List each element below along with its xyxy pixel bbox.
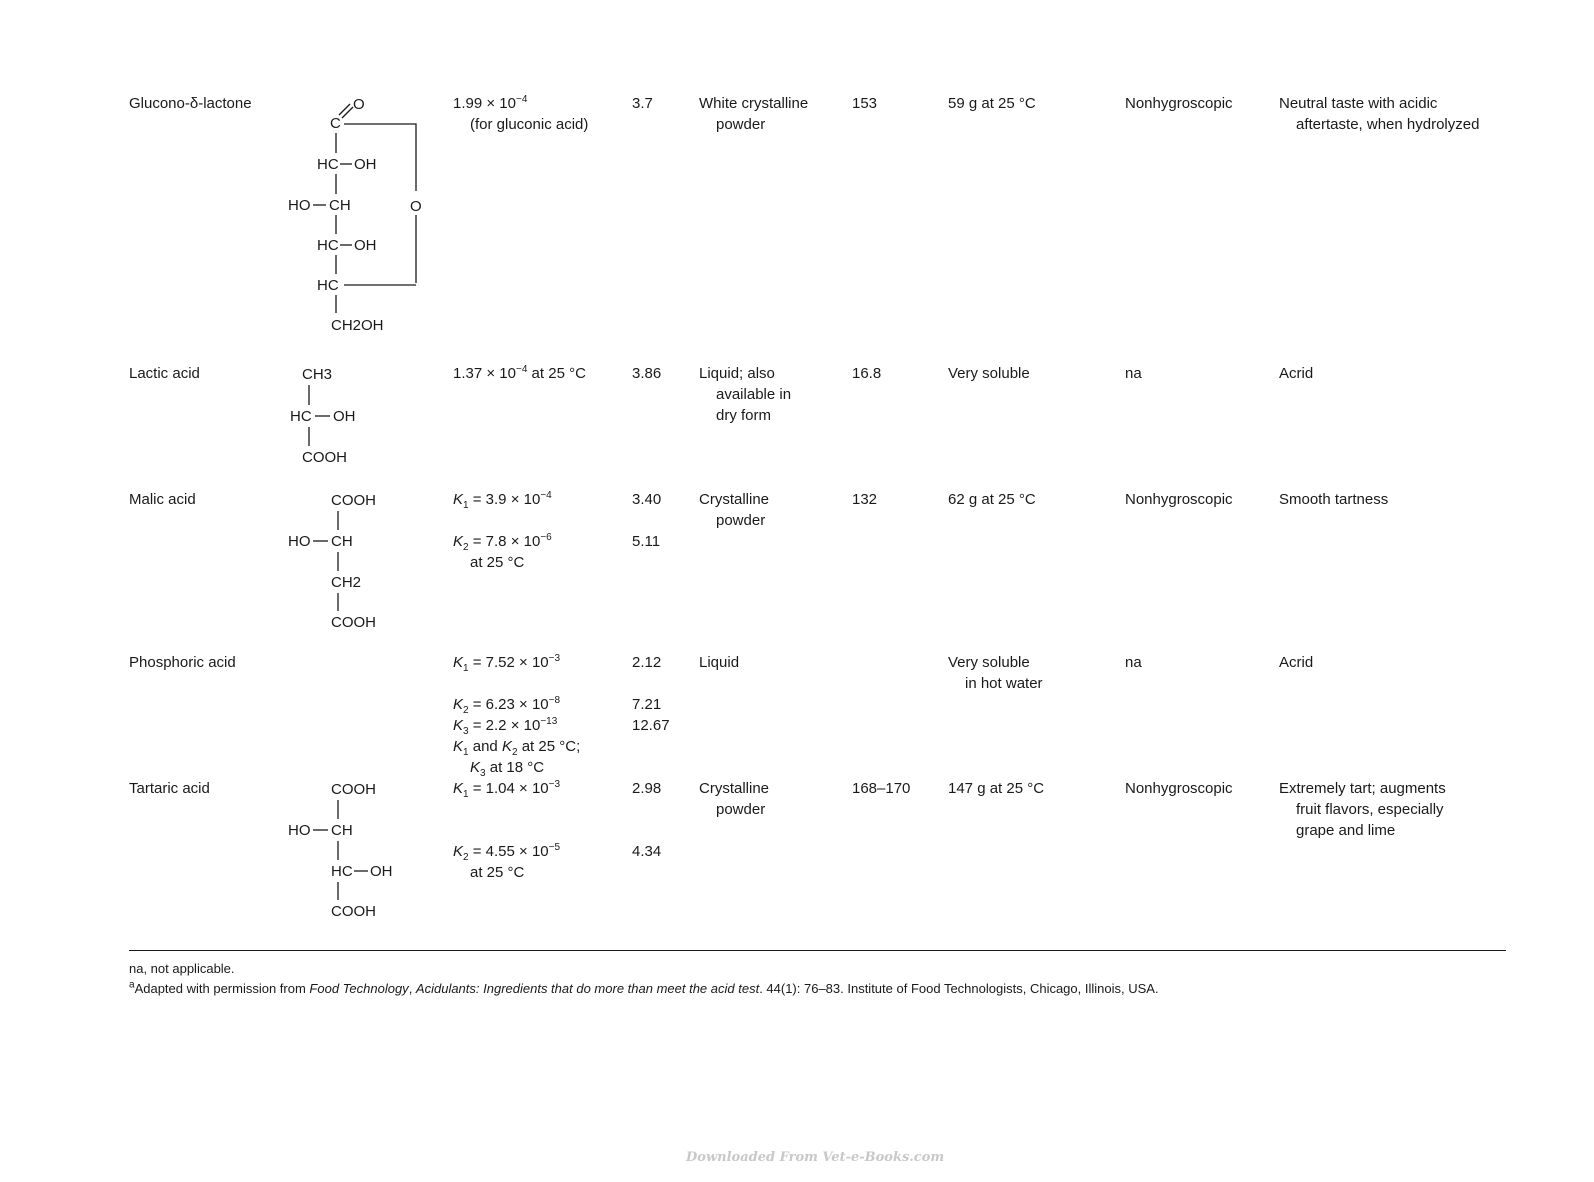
dissociation-constant [453,93,588,135]
physical-form [699,652,739,673]
atom-label: HO [288,822,311,839]
atom-label: HC [317,277,339,294]
k-exponent: −13 [540,716,558,727]
tartaric-acid-structure [288,776,418,926]
atom-label: O [353,96,365,113]
atom-label: HC [290,408,312,425]
solubility [948,489,1036,510]
acid-name: Lactic acid [129,365,200,382]
melting-point: 132 [852,491,878,508]
k-note: at 25 °C; [521,738,581,755]
atom-label: CH2 [331,574,362,591]
hygroscopicity: na [1125,365,1142,382]
physical-form [699,778,769,820]
glucono-lactone-structure [288,91,428,341]
taste-line: aftertaste, when hydrolyzed [1296,116,1480,133]
solubility [948,93,1036,114]
atom-label: HC [317,156,339,173]
pka-values [632,489,661,552]
pka-value: 5.11 [632,533,661,550]
k-symbol: K [453,780,464,797]
atom-label: OH [354,156,377,173]
k-exponent: −6 [540,532,552,543]
dissociation-constant: $K_1 = 1.04 \times 10^{-3}$ $K_2 = 4.55 \times 10^{-5}$ at 25 °C [453,779,561,881]
solubility [948,363,1030,384]
pka-values [632,778,661,862]
atom-label: COOH [331,614,376,631]
hygroscopicity: Nonhygroscopic [1125,95,1233,112]
atom-label: CH [331,822,353,839]
k-temp: at 25 °C [527,365,586,382]
article-title: Acidulants: Ingredients that do more than meet the acid test [415,981,760,996]
taste-line: Acrid [1279,365,1314,382]
k-value: 1.99 × 10 [453,95,516,112]
pka-value: 12.67 [632,717,670,734]
form-line: White crystalline [699,95,809,112]
k-symbol: K [453,717,464,734]
hygroscopicity: Nonhygroscopic [1125,491,1233,508]
double-bond [339,104,350,115]
form-line: powder [716,801,766,818]
pka-value: 3.7 [632,95,653,112]
atom-label: OH [333,408,356,425]
taste [1279,489,1388,510]
solubility-line: in hot water [965,675,1043,692]
form-line: dry form [716,407,772,424]
form-line: Liquid; also [699,365,775,382]
footnote-source [129,979,1159,999]
k-value: = 2.2 × 10 [472,717,541,734]
pka-value: 2.12 [632,654,662,671]
atom-label: COOH [331,492,376,509]
pka-value: 2.98 [632,780,662,797]
pka-value: 3.86 [632,365,662,382]
hygroscopicity: Nonhygroscopic [1125,780,1233,797]
atom-label: HC [317,237,339,254]
taste-line: fruit flavors, especially [1296,801,1444,818]
taste [1279,652,1313,673]
k-symbol: K [453,491,464,508]
atom-label: HO [288,197,311,214]
table-footnotes [129,959,1159,999]
taste-line: Extremely tart; augments [1279,780,1446,797]
k-exponent: −3 [548,779,561,790]
solubility-line: 62 g at 25 °C [948,491,1036,508]
footnote-marker: a [129,979,135,991]
footnote-text: , [408,981,416,996]
k-symbol: K [453,843,464,860]
k-value: = 3.9 × 10 [472,491,541,508]
dissociation-constant: $K_1 = 7.52 \times 10^{-3}$ $K_2 = 6.23 \times 10^{-8}$ $K_3 = 2.2 \times 10^{-13}$ $K_1$ and $K_2$ at 25 °C; $K_3$ at 18 °C [453,653,581,779]
k-exponent: −4 [540,490,552,501]
k-symbol: K [453,654,464,671]
atom-label: CH2OH [331,317,384,334]
k-value: = 7.8 × 10 [472,533,541,550]
solubility-line: Very soluble [948,365,1030,382]
atom-label: OH [370,863,393,880]
form-line: available in [716,386,792,403]
footnote-na: na, not applicable. [129,961,235,976]
solubility-line: 59 g at 25 °C [948,95,1036,112]
atom-label: CH3 [302,366,333,383]
atom-label: COOH [302,449,347,466]
atom-label: CH [329,197,351,214]
footnote-text: . 44(1): 76–83. Institute of Food Technologists, Chicago, Illinois, USA. [759,981,1159,996]
k-value: 1.37 × 10 [453,365,516,382]
k-symbol: K [453,738,464,755]
acid-name: Malic acid [129,491,196,508]
k-value: = 7.52 × 10 [472,654,549,671]
solubility [948,652,1043,694]
k-exponent: −8 [548,695,561,706]
acid-name: Phosphoric acid [129,654,236,671]
solubility-line: Very soluble [948,654,1030,671]
atom-label: C [330,115,341,132]
k-temp: at 25 °C [470,864,525,881]
solubility [948,778,1044,799]
taste-line: Acrid [1279,654,1314,671]
form-line: Crystalline [699,491,770,508]
k-note: and [472,738,498,755]
k-temp: at 25 °C [470,554,525,571]
atom-label: COOH [331,903,376,920]
journal-name: Food Technology [309,981,409,996]
melting-point: 153 [852,95,878,112]
physical-form [699,363,791,426]
form-line: powder [716,116,766,133]
footnote-text: Adapted with permission from [134,981,310,996]
taste-line: Smooth tartness [1279,491,1389,508]
k-exponent: −4 [515,94,528,105]
double-bond [342,107,353,118]
form-line: Crystalline [699,780,770,797]
atom-label: OH [354,237,377,254]
taste [1279,93,1479,135]
solubility-line: 147 g at 25 °C [948,780,1045,797]
k-note: (for gluconic acid) [470,116,589,133]
k-symbol: K [453,696,464,713]
form-line: powder [716,512,766,529]
taste [1279,363,1313,384]
k-exponent: −4 [515,364,528,375]
taste-line: grape and lime [1296,822,1396,839]
atom-label: HO [288,533,311,550]
malic-acid-structure [288,487,408,637]
physical-form [699,93,808,135]
k-note: at 18 °C [489,759,545,776]
acid-name: Glucono-δ-lactone [129,95,252,112]
pka-value: 3.40 [632,491,662,508]
lactic-acid-structure [288,361,408,471]
physical-form [699,489,769,531]
form-line: Liquid [699,654,740,671]
acid-name: Tartaric acid [129,780,210,797]
k-exponent: −5 [548,842,561,853]
atom-label: COOH [331,781,376,798]
melting-point: 168–170 [852,780,911,797]
atom-label: CH [331,533,353,550]
k-exponent: −3 [548,653,561,664]
dissociation-constant [453,363,586,384]
k-symbol: K [501,738,512,755]
watermark: Downloaded From Vet-e-Books.com [686,1150,945,1165]
pka-value: 4.34 [632,843,662,860]
k-symbol: K [470,759,481,776]
k-value: = 4.55 × 10 [472,843,549,860]
taste [1279,778,1446,841]
pka-values [632,652,670,736]
table-bottom-rule [129,950,1506,951]
pka-value: 7.21 [632,696,662,713]
dissociation-constant: $K_1 = 3.9 \times 10^{-4}$ $K_2 = 7.8 \times 10^{-6}$ at 25 °C [453,490,552,571]
melting-point: 16.8 [852,365,882,382]
taste-line: Neutral taste with acidic [1279,95,1438,112]
hygroscopicity: na [1125,654,1142,671]
atom-label: O [410,198,422,215]
k-symbol: K [453,533,464,550]
atom-label: HC [331,863,353,880]
k-value: = 6.23 × 10 [472,696,549,713]
k-value: = 1.04 × 10 [472,780,549,797]
